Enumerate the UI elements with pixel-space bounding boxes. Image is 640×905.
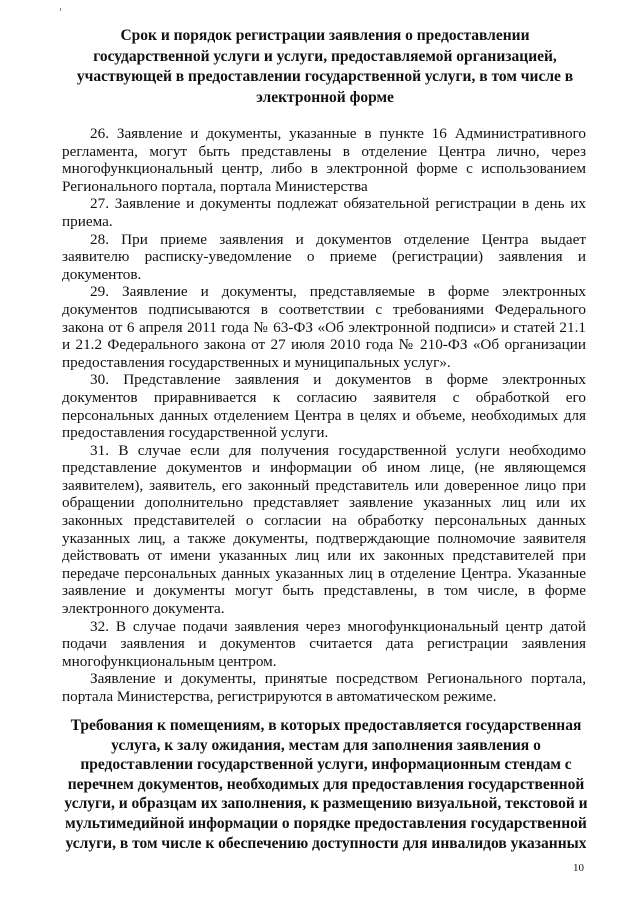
body-text xyxy=(62,125,586,706)
section-title-premises: Требования к помещениям, в которых предоставляется государственная услуга, к залу ожидания, местам для заполнения заявления о предоставлении государственной услуги, информационным стендам с перечнем документов, необходимых для предоставления государственной услуги, и образцам их заполнения, к размещению визуальной, текстовой и мультимедийной информации о порядке предоставления государственной услуги, в том числе к обеспечению доступности для инвалидов указанных xyxy=(64,717,588,852)
paragraph-26: 26. Заявление и документы, указанные в пункте 16 Административного регламента, могут быть представлены в отделение Центра лично, через многофункциональный центр, либо в электронной форме с использованием Регионального портала, портала Министерства xyxy=(62,125,586,195)
section-title-registration: Срок и порядок регистрации заявления о предоставлении государственной услуги и услуги, предоставляемой организацией, участвующей в предоставлении государственной услуги, в том числе в электронной форме xyxy=(76,27,574,106)
page-number: 10 xyxy=(573,862,584,874)
paragraph-auto-registration: Заявление и документы, принятые посредством Регионального портала, портала Министерства, регистрируются в автоматическом режиме. xyxy=(62,670,586,705)
paragraph-32: 32. В случае подачи заявления через многофункциональный центр датой подачи заявления и документов считается дата регистрации заявления многофункциональным центром. xyxy=(62,617,586,670)
paragraph-29: 29. Заявление и документы, представляемые в форме электронных документов подписываются в соответствии с требованиями Федерального закона от 6 апреля 2011 года № 63-ФЗ «Об электронной подписи» и статей 21.1 и 21.2 Федерального закона от 27 июля 2010 года № 210-ФЗ «Об организации предоставления государственных и муниципальных услуг». xyxy=(62,283,586,371)
paragraph-28: 28. При приеме заявления и документов отделение Центра выдает заявителю расписку-уведомление о приеме (регистрации) заявления и документов. xyxy=(62,230,586,283)
paragraph-30: 30. Представление заявления и документов в форме электронных документов приравнивается к согласию заявителя с обработкой его персональных данных отделением Центра в целях и объеме, необходимых для предоставления государственной услуги. xyxy=(62,371,586,442)
paragraph-31: 31. В случае если для получения государственной услуги необходимо представление документов и информации об ином лице, (не являющемся заявителем), заявитель, его законный представитель или доверенное лицо при обращении дополнительно представляет заявление указанных лиц или их законных представителей о согласии на обработку персональных данных указанных лиц, а также документы, подтверждающие полномочие заявителя действовать от имени указанных лиц или их законных представителей при передаче персональных данных указанных лиц в отделение Центра. Указанные заявление и документы могут быть представлены, в том числе, в форме электронного документа. xyxy=(62,441,586,618)
scan-mark xyxy=(60,8,61,11)
paragraph-27: 27. Заявление и документы подлежат обязательной регистрации в день их приема. xyxy=(62,195,586,230)
